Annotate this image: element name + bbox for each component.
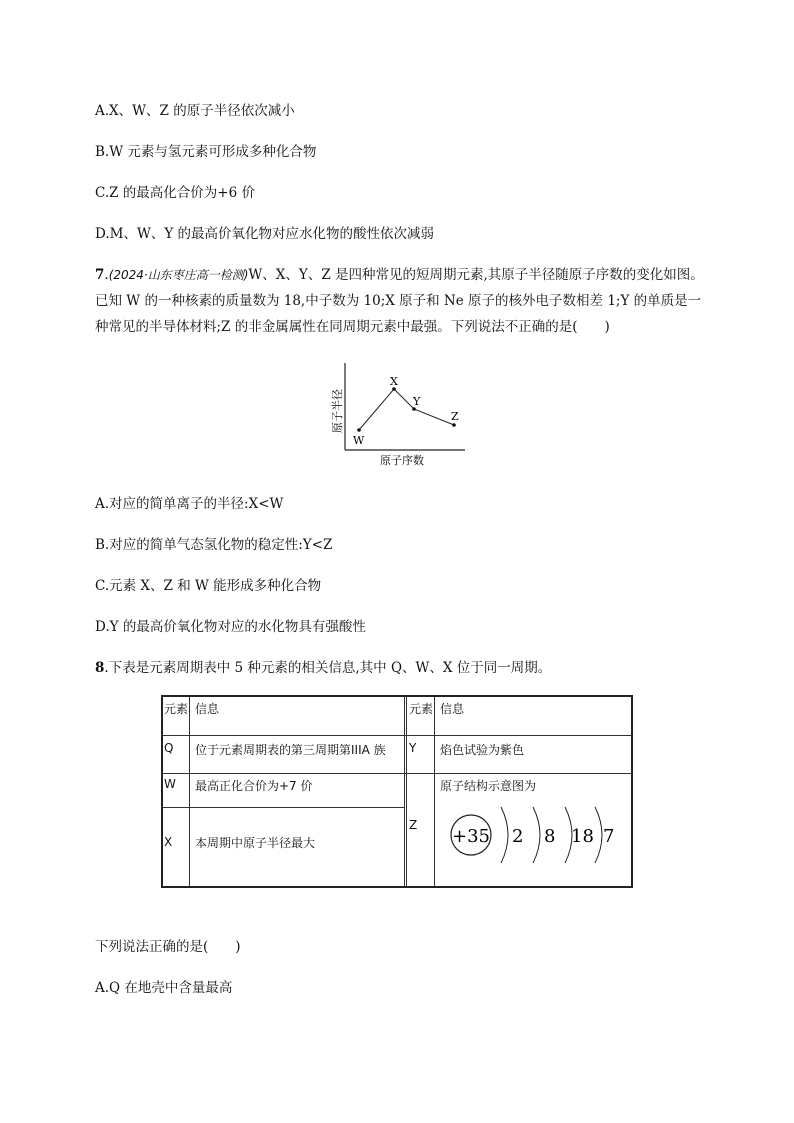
q7-option-b: B.对应的简单气态氢化物的稳定性:Y<Z <box>95 537 333 553</box>
q7-option-c: C.元素 X、Z 和 W 能形成多种化合物 <box>95 578 322 594</box>
q8-question: 下列说法正确的是( ) <box>95 939 241 955</box>
q6-option-d: D.M、W、Y 的最高价氧化物对应水化物的酸性依次减弱 <box>95 226 435 242</box>
table-cell-y-info: 焰色试验为紫色 <box>440 743 525 757</box>
nucleus-charge: +35 <box>452 826 490 847</box>
chart-xlabel: 原子序数 <box>380 454 424 467</box>
q6-option-c: C.Z 的最高化合价为+6 价 <box>95 185 256 201</box>
q8-option-a: A.Q 在地壳中含量最高 <box>95 980 233 996</box>
point-label-x: X <box>390 375 398 388</box>
shell-count-4: 7 <box>603 826 615 847</box>
q7-stem-text: W、X、Y、Z 是四种常见的短周期元素,其原子半径随原子序数的变化如图。已知 W 的一种核素的质量数为 18,中子数为 10;X 原子和 Ne 原子的核外电子数相差 1;Y 的单质是一种常见的半导体材料;Z 的非金属属性在同周期元素中最强。下列说法不正确的是( ) <box>95 267 704 335</box>
shell-arc-2 <box>533 807 540 863</box>
table-cell-y: Y <box>409 741 417 755</box>
table-cell-q: Q <box>164 741 174 755</box>
chart-ylabel: 原子半径 <box>331 389 344 433</box>
shell-count-1: 2 <box>512 826 524 847</box>
table-header-info-2: 信息 <box>440 702 465 716</box>
point-label-z: Z <box>451 410 459 423</box>
point-label-w: W <box>353 434 365 447</box>
q7-option-d: D.Y 的最高价氧化物对应的水化物具有强酸性 <box>95 619 366 635</box>
q7-stem: 7.(2024·山东枣庄高一检测)W、X、Y、Z 是四种常见的短周期元素,其原子半径随原子序数的变化如图。已知 W 的一种核素的质量数为 18,中子数为 10;X 原子和 Ne 原子的核外电子数相差 1;Y 的单质是一种常见的半导体材料;Z 的非金属属性在同周期元素中最强。下列说法不正确的是( ) <box>95 267 704 335</box>
point-z <box>452 423 456 427</box>
point-label-y: Y <box>413 395 421 408</box>
q6-option-b: B.W 元素与氢元素可形成多种化合物 <box>95 144 317 160</box>
q8-stem-text: 下表是元素周期表中 5 种元素的相关信息,其中 Q、W、X 位于同一周期。 <box>108 660 552 676</box>
table-cell-z-info: 原子结构示意图为 <box>440 779 537 793</box>
shell-arc-1 <box>501 807 508 863</box>
table-header-element-2: 元素 <box>409 702 434 716</box>
q8-number: 8 <box>95 660 105 676</box>
q6-option-a: A.X、W、Z 的原子半径依次减小 <box>95 103 295 119</box>
q7-radius-chart <box>325 358 475 468</box>
table-cell-x-info: 本周期中原子半径最大 <box>195 836 316 850</box>
table-cell-w: W <box>164 777 176 791</box>
table-cell-z: Z <box>409 818 418 832</box>
table-cell-w-info: 最高正化合价为+7 价 <box>195 779 313 793</box>
chart-line <box>359 389 454 430</box>
q7-option-a: A.对应的简单离子的半径:X<W <box>95 496 284 512</box>
shell-arc-4 <box>595 807 602 863</box>
br-atomic-structure-diagram <box>443 797 628 877</box>
q7-source: (2024·山东枣庄高一检测) <box>108 268 249 282</box>
shell-count-3: 18 <box>571 826 594 847</box>
q7-number: 7 <box>95 267 105 283</box>
point-w <box>357 428 361 432</box>
table-header-element-1: 元素 <box>164 702 189 716</box>
q8-stem: 8.下表是元素周期表中 5 种元素的相关信息,其中 Q、W、X 位于同一周期。 <box>95 660 552 676</box>
table-cell-q-info: 位于元素周期表的第三周期第IIIA 族 <box>195 743 386 757</box>
table-cell-x: X <box>164 835 173 849</box>
q8-info-table <box>161 695 633 888</box>
table-header-info-1: 信息 <box>195 702 220 716</box>
shell-count-2: 8 <box>544 826 556 847</box>
